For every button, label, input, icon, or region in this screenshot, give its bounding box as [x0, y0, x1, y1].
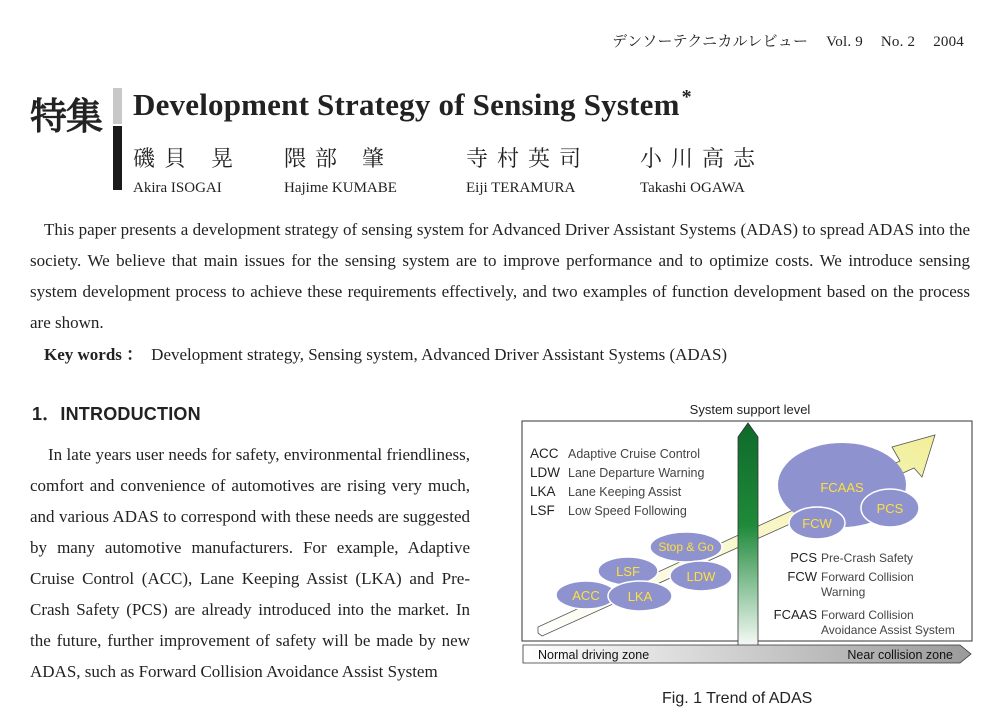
author-2	[284, 142, 397, 197]
author-1	[133, 142, 242, 197]
legend-acc-full: Adaptive Cruise Control	[568, 447, 701, 461]
journal-number: No. 2	[880, 34, 916, 50]
author-1-en: Akira ISOGAI	[133, 180, 222, 196]
author-4	[640, 142, 764, 197]
keywords-text: Development strategy, Sensing system, Advanced Driver Assistant Systems (ADAS)	[151, 345, 728, 364]
stopgo-bubble-label: Stop & Go	[658, 540, 714, 554]
lka-bubble-label: LKA	[627, 589, 653, 604]
ldw-bubble-label: LDW	[686, 569, 716, 584]
legend-pcs-full: Pre-Crash Safety	[821, 551, 914, 565]
support-level-bar	[738, 423, 758, 651]
author-2-jp: 隈部 肇	[284, 147, 393, 172]
keywords	[44, 340, 727, 365]
figure-y-label: System support level	[689, 402, 811, 417]
abstract: This paper presents a development strategy of sensing system for Advanced Driver Assistant Systems (ADAS) to spread ADAS into the society. We believe that main issues for the sensing system are to improve performance and to optimize costs. We introduce sensing system development process to achieve these requirements effectively, and two examples of function development based on the process are shown.	[30, 220, 970, 332]
author-3	[466, 142, 590, 197]
title-footnote-mark: *	[681, 86, 692, 108]
adas-trend-figure	[520, 395, 975, 720]
legend-lka-abbr: LKA	[530, 484, 556, 499]
author-3-en: Eiji TERAMURA	[466, 180, 576, 196]
author-1-jp: 磯貝 晃	[133, 147, 242, 172]
legend-fcw-abbr: FCW	[787, 569, 817, 584]
journal-name: デンソーテクニカルレビュー	[612, 34, 809, 50]
author-3-jp: 寺村英司	[466, 147, 591, 172]
lsf-bubble-label: LSF	[616, 564, 640, 579]
intro-paragraph: In late years user needs for safety, environmental friendliness, comfort and convenience of automotives are rising very much, and various ADAS to correspond with these needs are suggested by many automotive manufacturers. For example, Adaptive Cruise Control (ACC), Lane Keeping Assist (LKA) and Pre-Crash Safety (PCS) are already introduced into the market. In the future, further improvement of safety will be made by new ADAS, such as Forward Collision Avoidance Assist System	[30, 445, 470, 681]
legend-pcs-abbr: PCS	[790, 550, 817, 565]
journal-volume: Vol. 9	[826, 34, 863, 50]
author-2-en: Hajime KUMABE	[284, 180, 397, 196]
zone-left-label: Normal driving zone	[538, 648, 650, 662]
legend-lsf-full: Low Speed Following	[568, 504, 687, 518]
feature-label: 特集	[30, 95, 102, 138]
fcw-bubble-label: FCW	[802, 516, 832, 531]
keywords-label: Key words ：	[44, 345, 144, 364]
acc-bubble-label: ACC	[572, 588, 600, 603]
author-4-jp: 小川高志	[640, 147, 765, 172]
journal-header	[598, 30, 964, 51]
title-bar-light	[113, 88, 122, 124]
title-bar-dark	[113, 126, 122, 190]
legend-fcw-full-2: Warning	[821, 585, 866, 599]
legend-fcaas-full-2: Avoidance Assist System	[821, 623, 955, 637]
pcs-bubble-label: PCS	[876, 501, 904, 516]
legend-acc-abbr: ACC	[530, 446, 559, 461]
legend-fcw-full-1: Forward Collision	[821, 570, 914, 584]
legend-lka-full: Lane Keeping Assist	[568, 485, 682, 499]
figure-caption: Fig. 1 Trend of ADAS	[662, 690, 813, 707]
section-heading: 1．INTRODUCTION	[32, 404, 201, 424]
legend-fcaas-full-1: Forward Collision	[821, 608, 914, 622]
zone-right-label: Near collision zone	[847, 648, 953, 662]
legend-fcaas-abbr: FCAAS	[773, 607, 817, 622]
fcaas-bubble-label: FCAAS	[820, 480, 864, 495]
legend-ldw-abbr: LDW	[530, 465, 560, 480]
legend-lsf-abbr: LSF	[530, 503, 555, 518]
journal-year: 2004	[933, 34, 964, 50]
legend-ldw-full: Lane Departure Warning	[568, 466, 705, 480]
author-4-en: Takashi OGAWA	[640, 180, 745, 196]
paper-title: Development Strategy of Sensing System *	[133, 86, 692, 122]
